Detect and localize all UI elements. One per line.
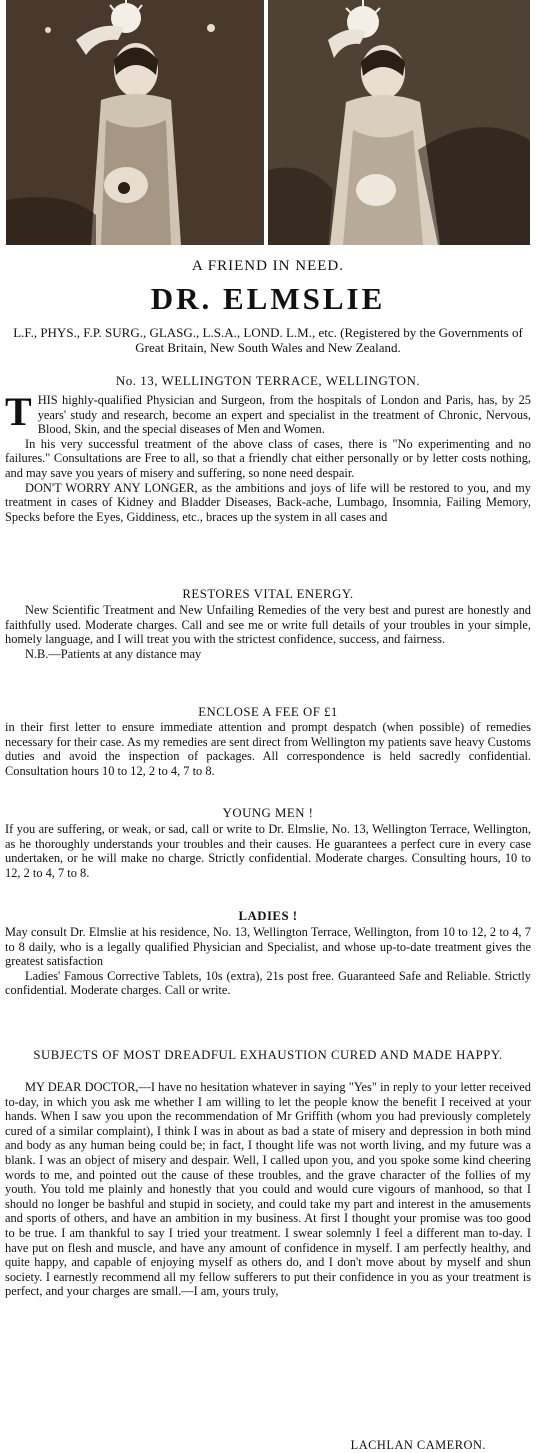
- nb-line: N.B.—Patients at any distance may: [25, 646, 202, 661]
- testimonial-paragraph: MY DEAR DOCTOR,—I have no hesitation whatever in saying "Yes" in reply to your letter received to-day, in which you ask me whether I am willing to let the people know the benefit I received at your hands. When I saw you upon the recommendation of Mr Griffith (whom you had previously completely cured of a similar complaint), I think I was in about as bad a state of misery and depression in both mind and body as any human being could be; in fact, I thought life was not worth living, and my future was a blank. I was an object of misery and despair. Well, I called upon you, and you spoke some kind cheering words to me, and pointed out the cause of these troubles, and the grave character of the follies of my youth. You told me plainly and honestly that you could and would cure vigours of manhood, so that I should no longer be bashful and stupid in society, and could take my part and interest in the amusements and sports of others, and have an ambition in my business. At first I thought your promise was too good to be true. I am thankful to say I tried your treatment. I swear solemnly I feel a different man to-day. I have put on flesh and muscle, and have any amount of confidence in myself. I am perfectly healthy, and quite happy, and capable of enjoying myself as others do, and I don't move about by myself and shun society. I earnestly recommend all my fellow sufferers to put their confidence in you as your treatment is perfect, and your charges are small.—I am, yours truly,: [5, 1080, 531, 1299]
- young-men-paragraph: If you are suffering, or weak, or sad, call or write to Dr. Elmslie, No. 13, Wellington Terrace, Wellington, as he thoroughly understands your troubles and their causes. He guarantees a perfect cure in every case undertaken, or he will make no charge. Strictly confidential. Moderate charges. Consulting hours, 10 to 12, 2 to 4, 7 to 8.: [5, 822, 531, 880]
- ladies-section: [5, 925, 531, 998]
- tablets-paragraph: Ladies' Famous Corrective Tablets, 10s (extra), 21s post free. Guaranteed Safe and Reliable. Strictly confidential. Moderate charges. Call or write.: [5, 968, 531, 998]
- restores-heading: RESTORES VITAL ENERGY.: [182, 587, 354, 601]
- young-men-heading: YOUNG MEN !: [222, 806, 314, 820]
- fee-paragraph: in their first letter to ensure immediate attention and prompt despatch (when possible) of remedies necessary for their case. As my remedies are sent direct from Wellington my patients save heavy Customs duties and avoid the inspection of packages. All correspondence is held sacredly confidential. Consultation hours 10 to 12, 2 to 4, 7 to 8.: [5, 720, 531, 778]
- signature: LACHLAN CAMERON.: [350, 1438, 486, 1452]
- address-line: No. 13, WELLINGTON TERRACE, WELLINGTON.: [115, 373, 421, 388]
- kicker-heading: A FRIEND IN NEED.: [192, 258, 344, 274]
- experimenting-paragraph: In his very successful treatment of the above class of cases, there is "No experimenting and no failures." Consultations are Free to all, so that a friendly chat either personally or by letter costs nothing, and may save you years of misery and suffering, so none need despair.: [5, 436, 531, 480]
- credentials-text: L.F., PHYS., F.P. SURG., GLASG., L.S.A., LOND. L.M., etc. (Registered by the Governments of Great Britain, New South Wales and New Zealand.: [13, 325, 523, 355]
- fee-heading: ENCLOSE A FEE OF £1: [198, 705, 338, 719]
- young-men-section: [5, 822, 531, 880]
- after-figure-image: [268, 0, 530, 245]
- ladies-heading: LADIES !: [238, 909, 298, 923]
- woodcut-illustration: [6, 0, 530, 245]
- testimonial-heading: SUBJECTS OF MOST DREADFUL EXHAUSTION CURED AND MADE HAPPY.: [33, 1048, 503, 1062]
- treatment-section: [5, 603, 531, 661]
- dont-worry-paragraph: DON'T WORRY ANY LONGER, as the ambitions and joys of life will be restored to you, and my treatment in cases of Kidney and Bladder Diseases, Back-ache, Lumbago, Insomnia, Failing Memory, Specks before the Eyes, Giddiness, etc., braces up the system in all cases and: [5, 480, 531, 524]
- page-title: DR. ELMSLIE: [150, 281, 386, 316]
- intro-section: [5, 389, 531, 524]
- ladies-paragraph: May consult Dr. Elmslie at his residence, No. 13, Wellington Terrace, Wellington, from 10 to 12, 2 to 4, 7 to 8 daily, who is a legally qualified Physician and Specialist, and whose up-to-date treatment gives the greatest satisfaction: [5, 925, 531, 969]
- intro-paragraph: HIS highly-qualified Physician and Surgeon, from the hospitals of London and Paris, has, by 25 years' study and research, become an expert and specialist in the treatment of Chronic, Nervous, Blood, Skin, and the special diseases of Men and Women.: [37, 393, 531, 437]
- before-figure-image: [6, 0, 264, 245]
- treatment-paragraph: New Scientific Treatment and New Unfailing Remedies of the very best and purest are honestly and faithfully used. Moderate charges. Call and see me or write full details of your troubles in your simple, homely language, and I will treat you with the strictest confidence, success, and fairness.: [5, 603, 531, 647]
- testimonial-section: [5, 1080, 531, 1299]
- drop-cap: T: [5, 389, 32, 434]
- fee-section: [5, 720, 531, 778]
